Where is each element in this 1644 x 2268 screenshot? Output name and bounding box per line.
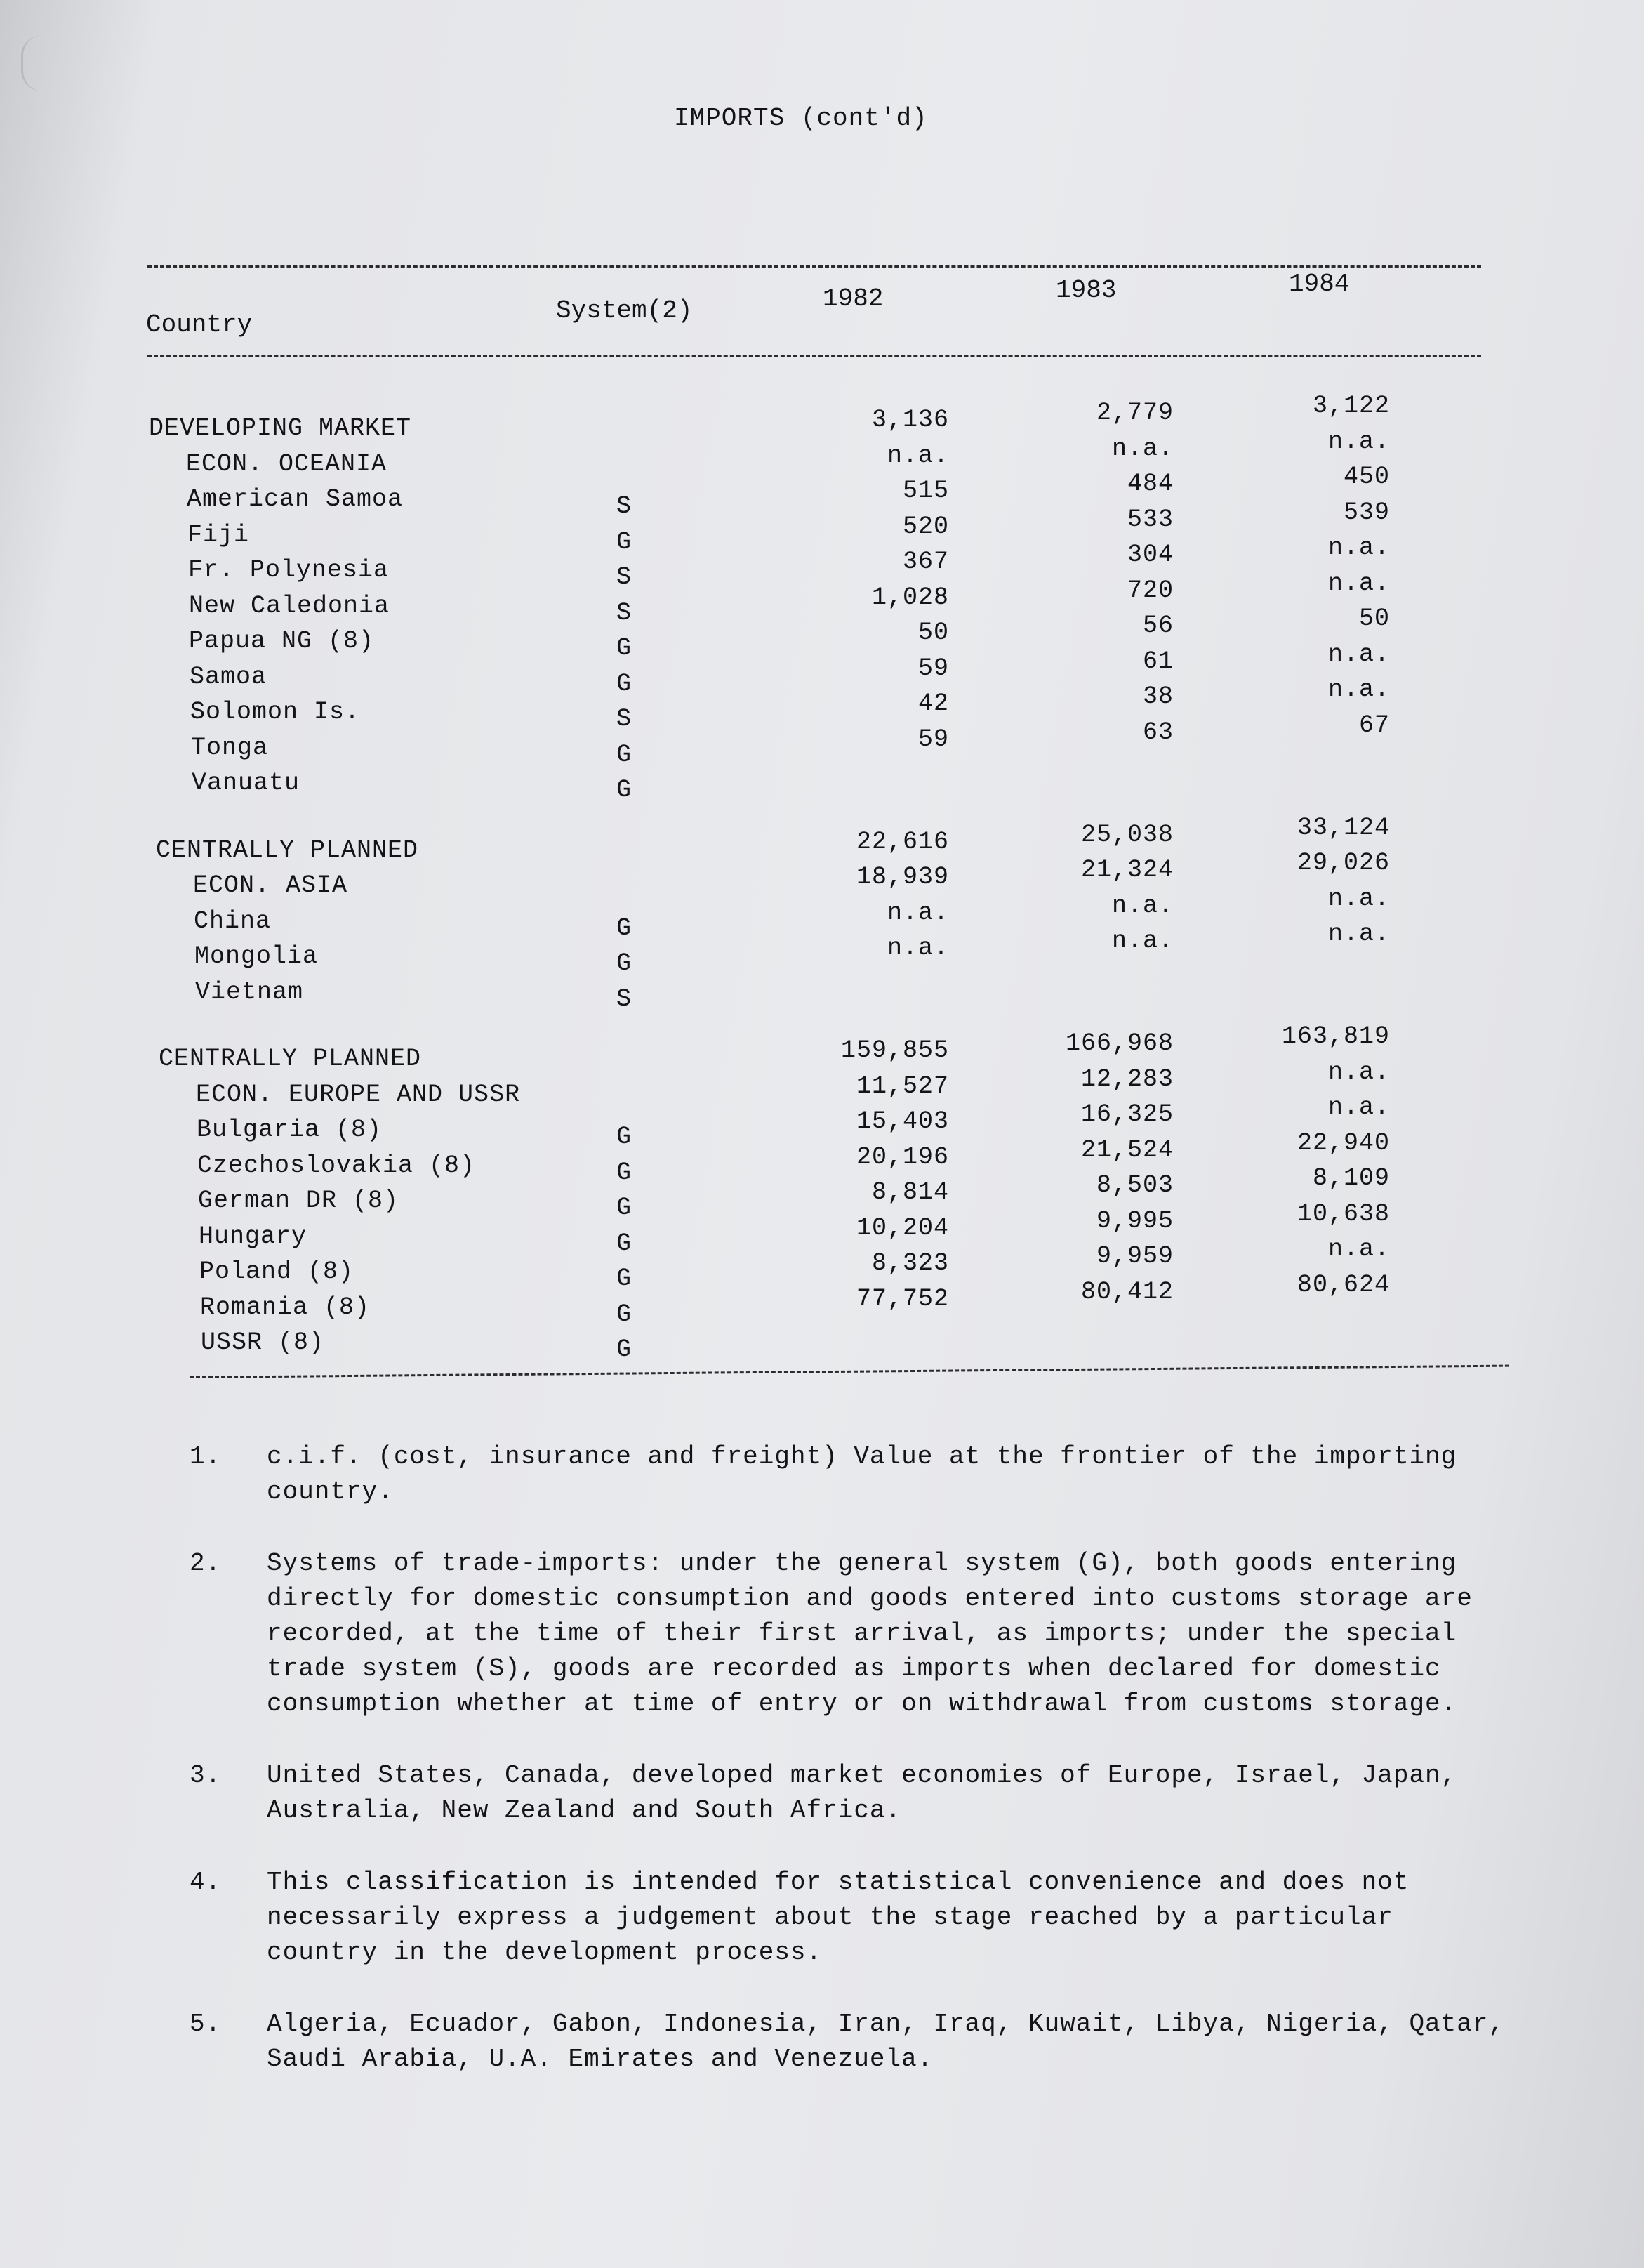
cell-1984: 8,109: [1312, 1164, 1390, 1192]
row-system: S: [616, 984, 632, 1013]
cell-1982: 3,136: [871, 406, 949, 434]
row-label: ECON. ASIA: [193, 871, 348, 899]
cell-1982: 18,939: [856, 863, 949, 891]
row-label: USSR (8): [201, 1329, 325, 1357]
row-label: Czechoslovakia (8): [197, 1151, 476, 1180]
footnote-number: 1.: [190, 1442, 222, 1471]
cell-1984: 163,819: [1281, 1022, 1390, 1050]
row-label: Solomon Is.: [190, 698, 361, 726]
cell-1984: n.a.: [1327, 534, 1390, 562]
cell-1984: n.a.: [1327, 640, 1390, 668]
row-label: Samoa: [190, 662, 267, 691]
cell-1983: 533: [1127, 505, 1174, 534]
header-system: System(2): [556, 296, 693, 325]
row-system: G: [616, 634, 632, 662]
row-system: S: [616, 598, 632, 627]
page-title: IMPORTS (cont'd): [674, 104, 928, 133]
cell-1984: n.a.: [1327, 920, 1390, 948]
table-bottom-rule: [190, 1365, 1509, 1378]
row-label: Vanuatu: [192, 769, 300, 797]
row-label: German DR (8): [198, 1187, 399, 1215]
cell-1982: 1,028: [871, 583, 949, 612]
cell-1983: 38: [1142, 683, 1174, 711]
cell-1984: 33,124: [1297, 813, 1390, 842]
cell-1983: 21,324: [1080, 856, 1174, 884]
row-system: G: [616, 1194, 632, 1222]
cell-1984: 10,638: [1297, 1199, 1390, 1228]
cell-1983: 484: [1127, 470, 1174, 498]
cell-1982: 15,403: [856, 1107, 949, 1135]
row-label: ECON. EUROPE AND USSR: [196, 1080, 521, 1109]
cell-1984: n.a.: [1327, 1235, 1390, 1263]
row-system: S: [616, 492, 632, 520]
row-label: CENTRALLY PLANNED: [159, 1045, 422, 1073]
footnote: [183, 2007, 1516, 2077]
cell-1983: 25,038: [1080, 820, 1174, 849]
cell-1984: 22,940: [1297, 1128, 1390, 1157]
header-country: Country: [146, 310, 253, 339]
row-label: Bulgaria (8): [197, 1116, 383, 1144]
footnote-number: 3.: [190, 1761, 222, 1790]
row-system: G: [616, 1123, 632, 1151]
cell-1984: n.a.: [1327, 1057, 1390, 1086]
footnote-number: 5.: [190, 2010, 222, 2038]
cell-1984: n.a.: [1327, 675, 1390, 704]
cell-1982: 59: [917, 725, 949, 753]
row-label: Papua NG (8): [189, 627, 375, 655]
row-label: Fr. Polynesia: [188, 556, 390, 584]
row-label: New Caledonia: [189, 591, 390, 620]
cell-1984: 29,026: [1297, 849, 1390, 877]
row-system: G: [616, 527, 632, 556]
cell-1982: 520: [902, 512, 949, 541]
cell-1983: 720: [1127, 576, 1174, 605]
cell-1983: 2,779: [1096, 399, 1174, 427]
footnote-text: c.i.f. (cost, insurance and freight) Value at the frontier of the importing country.: [267, 1442, 1457, 1506]
row-label: Tonga: [191, 733, 269, 762]
cell-1982: 22,616: [856, 827, 949, 856]
cell-1983: 8,503: [1096, 1171, 1174, 1199]
row-system: G: [616, 914, 632, 942]
table-top-rule: [147, 265, 1481, 268]
row-label: Fiji: [187, 520, 250, 549]
header-1982: 1982: [823, 284, 884, 313]
cell-1983: 9,959: [1096, 1242, 1174, 1270]
cell-1982: 8,323: [871, 1249, 949, 1277]
row-system: G: [616, 1158, 632, 1187]
row-label: Hungary: [199, 1222, 307, 1251]
cell-1982: n.a.: [887, 898, 949, 927]
row-system: G: [616, 1336, 632, 1364]
row-system: S: [616, 563, 632, 591]
cell-1983: 166,968: [1065, 1029, 1174, 1057]
table-row: [0, 978, 1644, 1013]
cell-1982: 367: [902, 548, 949, 576]
row-system: G: [616, 1300, 632, 1329]
cell-1984: n.a.: [1327, 1093, 1390, 1121]
footnote-text: This classification is intended for statistical convenience and does not necessarily express a judgement about the stage reached by a particular country in the development process.: [267, 1868, 1410, 1967]
cell-1984: n.a.: [1327, 884, 1390, 913]
row-system: G: [616, 949, 632, 977]
cell-1982: n.a.: [887, 441, 949, 470]
cell-1983: n.a.: [1111, 891, 1174, 920]
footnote: [183, 1758, 1516, 1828]
cell-1983: 80,412: [1080, 1277, 1174, 1306]
cell-1982: 8,814: [871, 1178, 949, 1206]
cell-1982: 11,527: [856, 1072, 949, 1100]
footnote-number: 2.: [190, 1549, 222, 1578]
row-label: DEVELOPING MARKET: [149, 414, 412, 442]
cell-1983: n.a.: [1111, 434, 1174, 463]
row-label: China: [194, 906, 272, 935]
row-label: American Samoa: [187, 485, 404, 513]
row-label: Poland (8): [199, 1258, 354, 1286]
cell-1983: 56: [1142, 612, 1174, 640]
table-row: [0, 769, 1644, 804]
header-1983: 1983: [1056, 276, 1117, 305]
footnote: [183, 1865, 1516, 1970]
cell-1983: 63: [1142, 718, 1174, 746]
row-label: Romania (8): [200, 1293, 371, 1321]
page-margin-mark: [21, 35, 65, 91]
cell-1983: 16,325: [1080, 1100, 1174, 1128]
row-label: ECON. OCEANIA: [186, 449, 387, 478]
row-system: G: [616, 669, 632, 698]
cell-1984: 450: [1343, 463, 1390, 491]
row-label: Vietnam: [195, 977, 304, 1006]
header-rule: [147, 355, 1481, 357]
footnote: [183, 1439, 1516, 1510]
row-system: G: [616, 776, 632, 804]
cell-1984: 67: [1358, 711, 1390, 739]
footnote-number: 4.: [190, 1868, 222, 1897]
cell-1982: 20,196: [856, 1142, 949, 1171]
cell-1982: 10,204: [856, 1213, 949, 1242]
footnote-text: United States, Canada, developed market economies of Europe, Israel, Japan, Australia, New Zealand and South Africa.: [267, 1761, 1457, 1825]
row-system: G: [616, 740, 632, 769]
cell-1982: 77,752: [856, 1284, 949, 1313]
cell-1983: n.a.: [1111, 927, 1174, 955]
cell-1984: n.a.: [1327, 427, 1390, 456]
row-label: CENTRALLY PLANNED: [156, 836, 419, 864]
row-system: S: [616, 705, 632, 733]
cell-1982: 59: [917, 654, 949, 683]
cell-1982: 50: [917, 619, 949, 647]
cell-1983: 21,524: [1080, 1135, 1174, 1164]
table-row: [0, 1329, 1644, 1364]
row-system: G: [616, 1265, 632, 1293]
footnote-text: Algeria, Ecuador, Gabon, Indonesia, Iran, Iraq, Kuwait, Libya, Nigeria, Qatar, Saudi Arabia, U.A. Emirates and Venezuela.: [267, 2010, 1505, 2073]
cell-1983: 12,283: [1080, 1064, 1174, 1093]
footnotes: [183, 1439, 1516, 2114]
cell-1982: 515: [902, 477, 949, 505]
cell-1984: 3,122: [1312, 392, 1390, 420]
cell-1984: n.a.: [1327, 569, 1390, 598]
cell-1984: 50: [1358, 605, 1390, 633]
header-1984: 1984: [1289, 270, 1350, 298]
cell-1984: 539: [1343, 498, 1390, 527]
cell-1982: n.a.: [887, 934, 949, 962]
footnote-text: Systems of trade-imports: under the general system (G), both goods entering directly for domestic consumption and goods entered into customs storage are recorded, at the time of their first arrival, as imports; under the special trade system (S), goods are recorded as imports when declared for domestic consumption whether at time of entry or on withdrawal from customs storage.: [267, 1549, 1473, 1718]
cell-1983: 9,995: [1096, 1206, 1174, 1235]
cell-1982: 42: [917, 690, 949, 718]
row-system: G: [616, 1229, 632, 1258]
cell-1983: 61: [1142, 647, 1174, 675]
row-label: Mongolia: [194, 942, 319, 970]
footnote: [183, 1546, 1516, 1722]
cell-1983: 304: [1127, 541, 1174, 569]
cell-1982: 159,855: [840, 1036, 949, 1064]
cell-1984: 80,624: [1297, 1270, 1390, 1299]
